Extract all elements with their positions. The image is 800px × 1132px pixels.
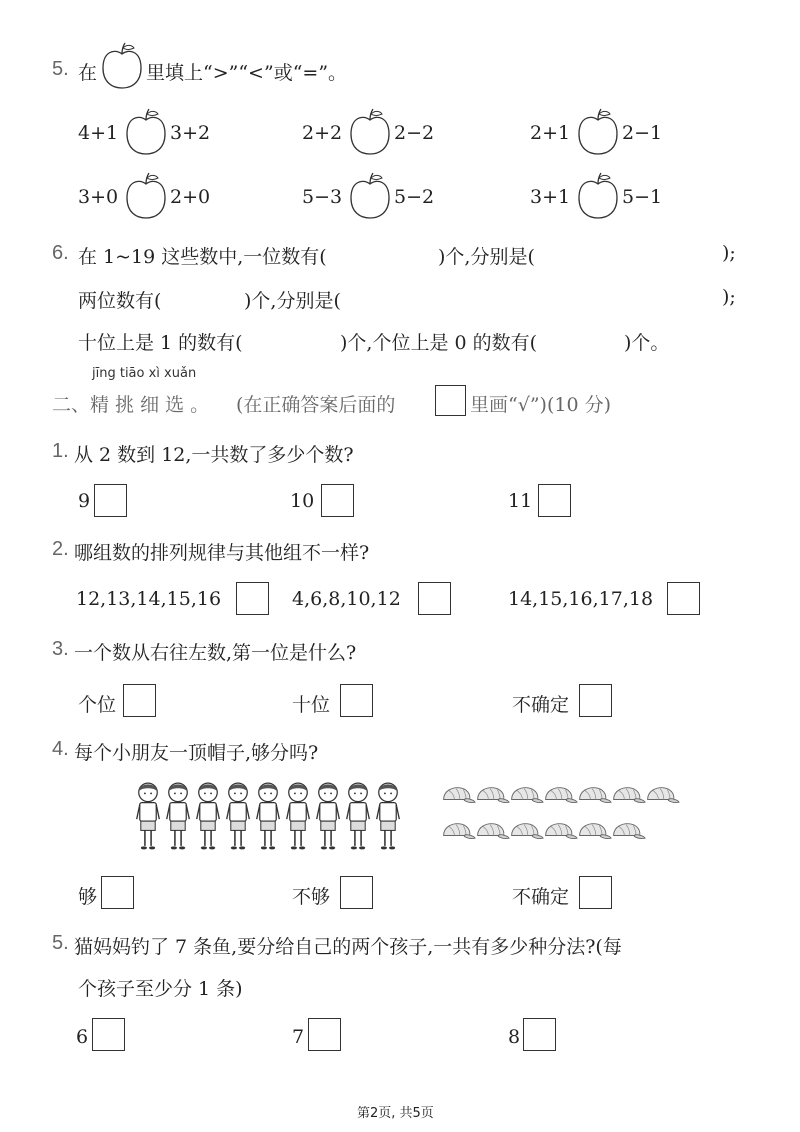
question-number: 5. — [52, 932, 69, 954]
question-text: ); — [722, 242, 736, 264]
section-title: 二、精 挑 细 选 。 — [52, 394, 210, 416]
answer-checkbox[interactable] — [92, 1018, 125, 1051]
child-figure — [315, 780, 341, 852]
compare-circle-input[interactable] — [348, 172, 392, 220]
answer-checkbox[interactable] — [321, 484, 354, 517]
option-label: 十位 — [292, 694, 331, 716]
option-label: 6 — [76, 1026, 89, 1048]
question-number: 1. — [52, 440, 69, 462]
expr-right: 5−2 — [394, 186, 435, 208]
question-text: 个孩子至少分 1 条) — [78, 978, 243, 1000]
compare-circle-input[interactable] — [576, 108, 620, 156]
option-label: 14,15,16,17,18 — [508, 588, 654, 610]
question-number: 5. — [52, 58, 69, 80]
question-number: 4. — [52, 738, 69, 760]
question-text: 在 — [78, 62, 98, 84]
expr-left: 3+1 — [530, 186, 571, 208]
answer-box-sample — [435, 385, 466, 416]
question-number: 6. — [52, 242, 69, 264]
child-figure — [165, 780, 191, 852]
expr-right: 2−2 — [394, 122, 435, 144]
option-label: 8 — [508, 1026, 521, 1048]
hat-icon — [576, 785, 612, 805]
option-label: 10 — [290, 490, 315, 512]
child-figure — [285, 780, 311, 852]
question-text: 猫妈妈钓了 7 条鱼,要分给自己的两个孩子,一共有多少种分法?(每 — [74, 936, 622, 958]
hat-icon — [576, 821, 612, 841]
child-figure — [135, 780, 161, 852]
hat-icon — [542, 785, 578, 805]
expr-left: 5−3 — [302, 186, 343, 208]
page-footer: 第2页, 共5页 — [357, 1106, 434, 1121]
answer-checkbox[interactable] — [308, 1018, 341, 1051]
hat-icon — [508, 785, 544, 805]
answer-checkbox[interactable] — [579, 876, 612, 909]
children-illustration — [135, 780, 425, 852]
option-label: 12,13,14,15,16 — [76, 588, 222, 610]
hat-icon — [508, 821, 544, 841]
option-label: 够 — [78, 886, 98, 908]
section-pinyin: jīng tiāo xì xuǎn — [92, 366, 197, 381]
child-figure — [255, 780, 281, 852]
answer-checkbox[interactable] — [123, 684, 156, 717]
hat-icon — [440, 785, 476, 805]
hat-icon — [474, 785, 510, 805]
hat-icon — [474, 821, 510, 841]
question-number: 3. — [52, 638, 69, 660]
answer-checkbox[interactable] — [579, 684, 612, 717]
option-label: 9 — [78, 490, 91, 512]
option-label: 不够 — [292, 886, 331, 908]
question-text: ); — [722, 286, 736, 308]
question-text: 里填上“>”“<”或“=”。 — [146, 62, 348, 84]
compare-circle-input[interactable] — [124, 172, 168, 220]
hat-icon — [610, 821, 646, 841]
question-text: )个,个位上是 0 的数有( — [340, 332, 538, 354]
compare-circle-input[interactable] — [124, 108, 168, 156]
child-figure — [375, 780, 401, 852]
question-number: 2. — [52, 538, 69, 560]
expr-right: 2+0 — [170, 186, 211, 208]
section-instruction: 里画“√”)(10 分) — [470, 394, 611, 416]
section-instruction: (在正确答案后面的 — [236, 394, 396, 416]
answer-checkbox[interactable] — [523, 1018, 556, 1051]
answer-checkbox[interactable] — [340, 876, 373, 909]
option-label: 个位 — [78, 694, 117, 716]
option-label: 不确定 — [512, 694, 570, 716]
expr-left: 4+1 — [78, 122, 119, 144]
expr-right: 2−1 — [622, 122, 663, 144]
expr-left: 2+1 — [530, 122, 571, 144]
question-text: 十位上是 1 的数有( — [78, 332, 243, 354]
hat-icon — [644, 785, 680, 805]
child-figure — [195, 780, 221, 852]
hat-icon — [440, 821, 476, 841]
expr-left: 2+2 — [302, 122, 343, 144]
compare-circle-input[interactable] — [576, 172, 620, 220]
hats-illustration — [440, 785, 690, 847]
question-text: )个。 — [624, 332, 670, 354]
expr-right: 5−1 — [622, 186, 663, 208]
apple-icon — [100, 42, 144, 90]
hat-icon — [610, 785, 646, 805]
option-label: 4,6,8,10,12 — [292, 588, 401, 610]
question-text: 一个数从右往左数,第一位是什么? — [74, 642, 357, 664]
answer-checkbox[interactable] — [667, 582, 700, 615]
child-figure — [225, 780, 251, 852]
option-label: 7 — [292, 1026, 305, 1048]
answer-checkbox[interactable] — [236, 582, 269, 615]
question-text: )个,分别是( — [438, 246, 535, 268]
child-figure — [345, 780, 371, 852]
hat-icon — [542, 821, 578, 841]
compare-circle-input[interactable] — [348, 108, 392, 156]
question-text: )个,分别是( — [244, 290, 341, 312]
answer-checkbox[interactable] — [101, 876, 134, 909]
question-text: 每个小朋友一顶帽子,够分吗? — [74, 742, 319, 764]
answer-checkbox[interactable] — [418, 582, 451, 615]
question-text: 哪组数的排列规律与其他组不一样? — [74, 542, 370, 564]
option-label: 11 — [508, 490, 533, 512]
answer-checkbox[interactable] — [340, 684, 373, 717]
answer-checkbox[interactable] — [94, 484, 127, 517]
question-text: 两位数有( — [78, 290, 162, 312]
question-text: 在 1~19 这些数中,一位数有( — [78, 246, 327, 268]
answer-checkbox[interactable] — [538, 484, 571, 517]
question-text: 从 2 数到 12,一共数了多少个数? — [74, 444, 354, 466]
expr-left: 3+0 — [78, 186, 119, 208]
expr-right: 3+2 — [170, 122, 211, 144]
option-label: 不确定 — [512, 886, 570, 908]
